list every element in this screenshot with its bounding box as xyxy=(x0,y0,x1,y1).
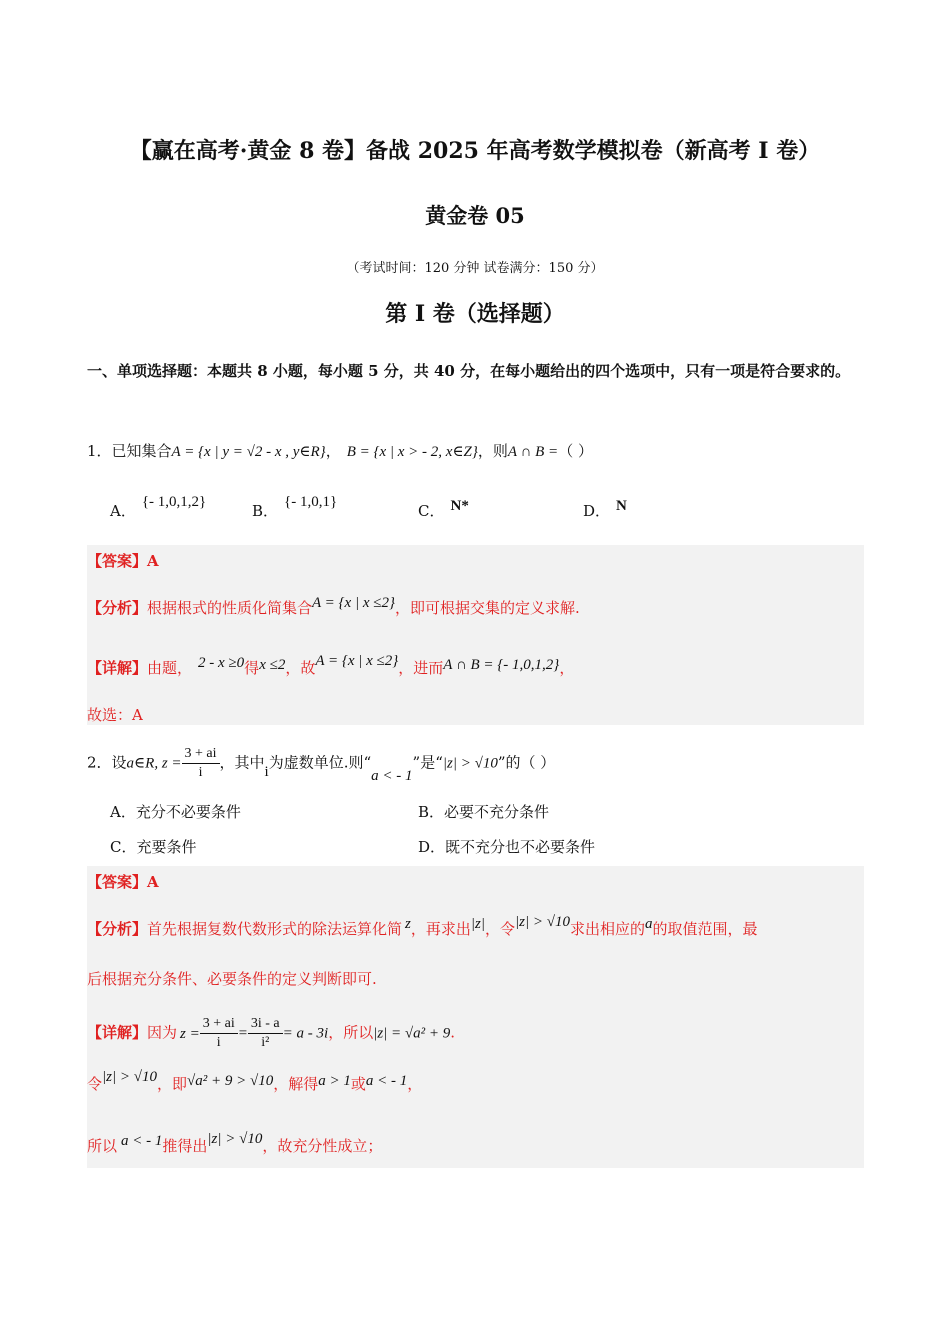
detail-text: 因为 xyxy=(147,1023,178,1042)
q2-text: 为虚数单位.则“ xyxy=(268,753,372,772)
detail-abs: |z| = √a² + 9 xyxy=(373,1025,451,1042)
detail-tag: 【详解】 xyxy=(87,1023,148,1042)
q2-option-d[interactable] xyxy=(418,836,595,857)
q1-comma: ， xyxy=(325,442,341,460)
q2-analysis-line2: 后根据充分条件、必要条件的定义判断即可. xyxy=(87,970,377,988)
analysis-tag: 【分析】 xyxy=(87,599,148,617)
analysis-text: 首先根据复数代数形式的除法运算化简 xyxy=(147,920,403,938)
analysis-abs-z: |z| xyxy=(470,916,485,932)
fraction-denominator: i xyxy=(198,765,203,780)
answer-value: A xyxy=(147,873,159,891)
option-letter: C． xyxy=(110,838,137,856)
q1-number: 1．已知集合 xyxy=(87,442,172,460)
answer-value: A xyxy=(147,552,159,570)
detail-fraction-2 xyxy=(248,1015,283,1052)
detail-root-1: a > 1 xyxy=(318,1073,351,1089)
q1-option-c[interactable] xyxy=(418,500,469,521)
analysis-set: A = {x | x ≤2} xyxy=(312,595,395,611)
q2-option-a[interactable] xyxy=(110,801,241,822)
q2-fraction xyxy=(182,745,220,782)
option-letter: C． xyxy=(418,502,445,520)
detail-text: ， xyxy=(407,1075,423,1093)
q2-condition: a∈R, z = xyxy=(126,755,182,772)
fraction-numerator: 3 + ai xyxy=(182,745,220,764)
detail-text: ，故充分性成立； xyxy=(262,1137,383,1155)
detail-tag: 【详解】 xyxy=(87,659,148,677)
analysis-text: 根据根式的性质化简集合 xyxy=(147,599,313,617)
detail-text: ，所以 xyxy=(328,1023,374,1042)
detail-p: a < - 1 xyxy=(121,1133,163,1149)
q2-q: |z| > √10 xyxy=(442,755,498,772)
analysis-compare: |z| > √10 xyxy=(515,914,570,930)
option-letter: B． xyxy=(252,502,279,520)
q1-set-a: A = {x | y = √2 - x , y∈R} xyxy=(171,444,326,460)
answer-tag: 【答案】 xyxy=(87,873,148,891)
q2-text: ，其中 xyxy=(219,753,265,772)
option-value: 充要条件 xyxy=(136,838,197,856)
detail-x: x ≤2 xyxy=(259,657,286,673)
option-letter: D． xyxy=(418,838,446,856)
fraction-numerator: 3 + ai xyxy=(200,1015,238,1034)
analysis-a: a xyxy=(644,916,653,932)
detail-text: 推得出 xyxy=(162,1137,208,1155)
option-value: 既不充分也不必要条件 xyxy=(445,838,596,856)
q2-text: ”是“ xyxy=(412,753,443,772)
q1-analysis xyxy=(87,597,580,618)
detail-set: A = {x | x ≤2} xyxy=(315,653,399,669)
option-letter: A． xyxy=(110,502,136,520)
detail-q: |z| > √10 xyxy=(207,1131,263,1147)
q2-option-b[interactable] xyxy=(418,801,549,822)
q2-option-c[interactable] xyxy=(110,836,197,857)
q1-answer xyxy=(87,550,159,571)
option-value: {- 1,0,1,2} xyxy=(141,494,207,510)
page-title: 【赢在高考·黄金 8 卷】备战 2025 年高考数学模拟卷（新高考 I 卷） xyxy=(129,138,821,164)
detail-text: ，进而 xyxy=(398,659,444,677)
option-value: N* xyxy=(450,498,469,514)
option-letter: A． xyxy=(110,803,136,821)
detail-ineq: √a² + 9 > √10 xyxy=(186,1073,274,1089)
detail-ineq: 2 - x ≥0 xyxy=(198,655,245,671)
q1-option-b[interactable] xyxy=(252,494,338,521)
fraction-numerator: 3i - a xyxy=(248,1015,283,1034)
analysis-text: ，再求出 xyxy=(410,920,471,938)
detail-text: 由题， xyxy=(147,659,193,677)
q2-analysis xyxy=(87,914,758,939)
option-value: N xyxy=(616,498,627,514)
detail-fraction-1 xyxy=(200,1015,238,1052)
detail-text: ，解得 xyxy=(273,1075,319,1093)
q2-detail xyxy=(87,1015,455,1052)
option-value: {- 1,0,1} xyxy=(284,494,338,510)
answer-tag: 【答案】 xyxy=(87,552,148,570)
detail-eq: = xyxy=(237,1025,248,1042)
detail-result: = a - 3i xyxy=(282,1025,329,1042)
detail-result: A ∩ B = {- 1,0,1,2} xyxy=(443,657,560,673)
detail-text: . xyxy=(450,1023,456,1042)
detail-root-2: a < - 1 xyxy=(365,1073,408,1089)
fraction-denominator: i² xyxy=(261,1035,270,1050)
q2-text: ”的（ ） xyxy=(497,753,556,772)
detail-z: z = xyxy=(180,1025,200,1042)
q2-imag-unit: i xyxy=(264,763,269,780)
detail-text: ，即 xyxy=(156,1075,187,1093)
detail-text: ，故 xyxy=(285,659,316,677)
analysis-text-end: ，即可根据交集的定义求解. xyxy=(394,599,580,617)
q1-set-b: B = {x | x > - 2, x∈Z} xyxy=(346,444,478,460)
analysis-text: 求出相应的 xyxy=(569,920,645,938)
q1-option-d[interactable] xyxy=(583,500,627,521)
q1-paren: （ ） xyxy=(558,442,593,460)
option-value: 必要不充分条件 xyxy=(444,803,550,821)
q1-then: ，则 xyxy=(477,442,508,460)
q2-detail-line2 xyxy=(87,1069,423,1094)
analysis-text: 的取值范围，最 xyxy=(652,920,758,938)
detail-text: 或 xyxy=(350,1075,366,1093)
section-instructions: 一、单项选择题：本题共 8 小题，每小题 5 分，共 40 分，在每小题给出的四个选项中，只有一项是符合要求的。 xyxy=(87,362,851,380)
detail-text: 得 xyxy=(244,659,260,677)
q1-expression: A ∩ B = xyxy=(507,444,559,460)
q1-option-a[interactable] xyxy=(110,494,207,521)
detail-text: 所以 xyxy=(87,1137,118,1155)
fraction-denominator: i xyxy=(216,1035,221,1050)
analysis-text: ，令 xyxy=(484,920,515,938)
q2-p: a < - 1 xyxy=(371,767,413,784)
question-1-stem xyxy=(87,440,593,461)
analysis-tag: 【分析】 xyxy=(87,920,148,938)
section-title: 第 I 卷（选择题） xyxy=(385,301,565,327)
exam-meta: （考试时间：120 分钟 试卷满分：150 分） xyxy=(346,261,604,276)
option-letter: D． xyxy=(583,502,611,520)
q1-final: 故选：A xyxy=(87,706,143,724)
q1-solution-box xyxy=(87,545,864,725)
detail-compare: |z| > √10 xyxy=(102,1069,157,1085)
detail-text: 令 xyxy=(87,1075,103,1093)
option-value: 充分不必要条件 xyxy=(135,803,241,821)
option-letter: B． xyxy=(418,803,445,821)
paper-subtitle: 黄金卷 05 xyxy=(425,203,525,228)
analysis-z: z xyxy=(405,916,411,932)
question-2-stem xyxy=(87,745,555,782)
q2-number: 2．设 xyxy=(87,753,127,772)
q1-detail xyxy=(87,653,575,678)
q2-detail-line3 xyxy=(87,1131,383,1156)
detail-text: ， xyxy=(559,659,575,677)
q2-answer xyxy=(87,871,159,892)
